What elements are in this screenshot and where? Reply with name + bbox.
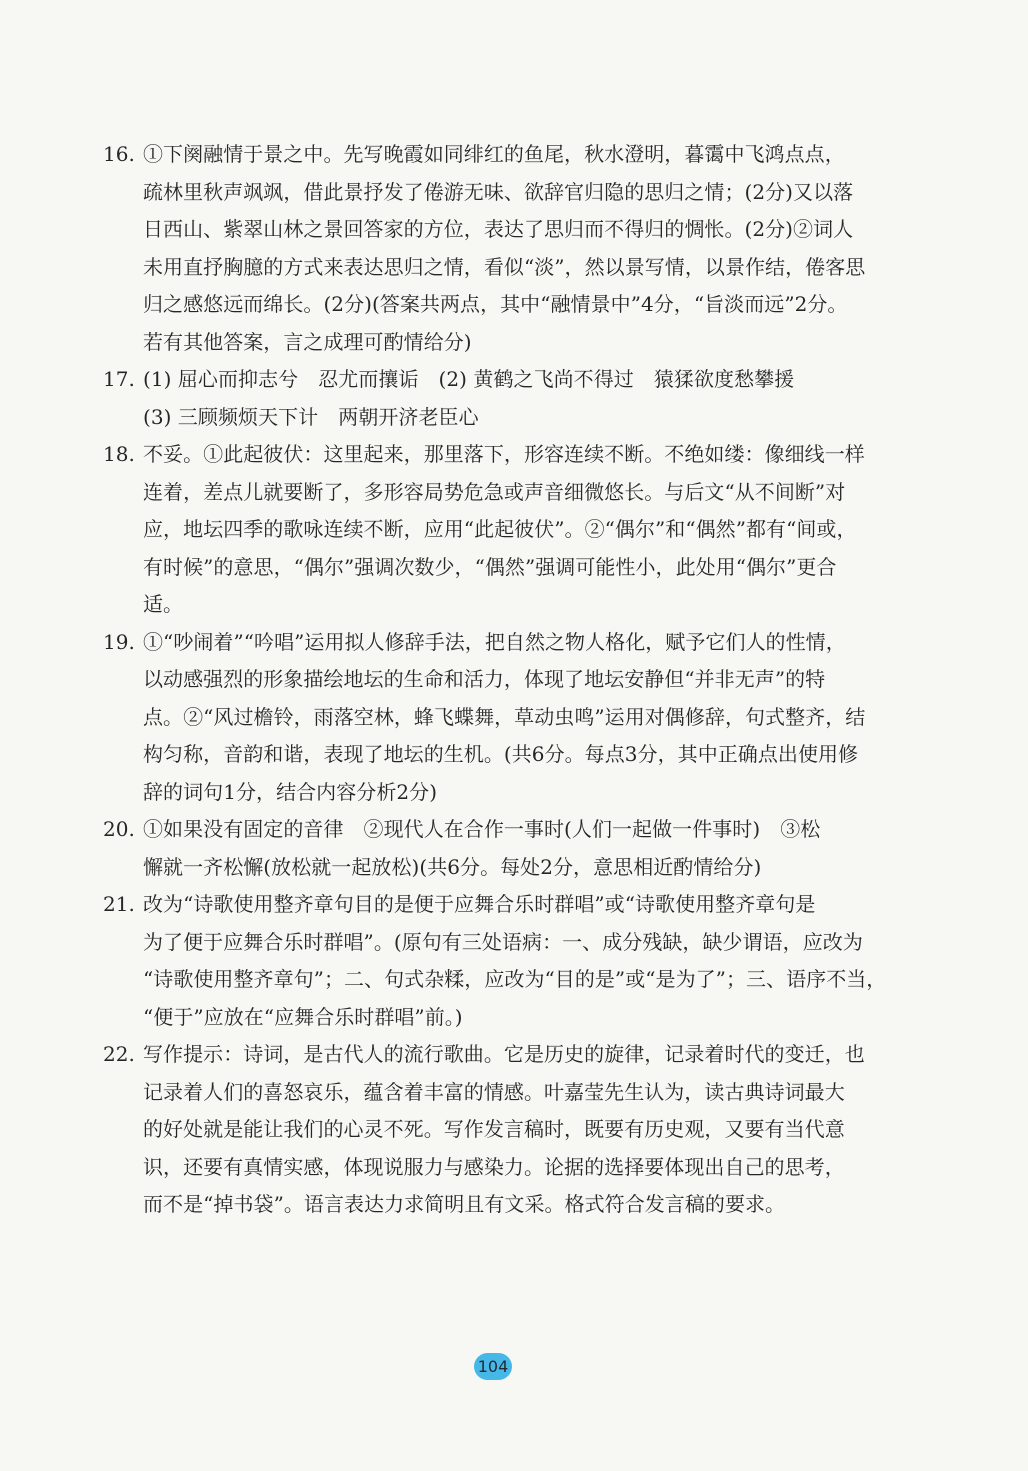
answer-16-line-5: 归之感悠远而绵长。(2分)(答案共两点，其中“融情景中”4分，“旨淡而远”2分。 — [143, 292, 848, 316]
answer-19-line-2: 以动感强烈的形象描绘地坛的生命和活力，体现了地坛安静但“并非无声”的特 — [143, 667, 826, 691]
answer-18-line-2: 连着，差点儿就要断了，多形容局势危急或声音细微悠长。与后文“从不间断”对 — [143, 479, 846, 504]
question-number-17: 17. — [103, 367, 135, 391]
answer-19-line-3: 点。②“风过檐铃，雨落空林，蜂飞蝶舞，草动虫鸣”运用对偶修辞，句式整齐，结 — [143, 704, 866, 729]
answer-18 — [103, 436, 879, 624]
question-number-22: 22. — [103, 1042, 135, 1066]
answer-16-line-6: 若有其他答案，言之成理可酌情给分) — [143, 329, 472, 354]
question-number-18: 18. — [103, 442, 135, 466]
answer-16-line-4: 未用直抒胸臆的方式来表达思归之情，看似“淡”，然以景写情，以景作结，倦客思 — [143, 254, 866, 279]
answer-text-21 — [143, 886, 886, 1036]
answer-20 — [103, 811, 879, 886]
answer-text-22 — [143, 1036, 879, 1224]
question-number-21: 21. — [103, 892, 135, 916]
page-number-badge: 104 — [474, 1353, 512, 1380]
question-number-16: 16. — [103, 142, 135, 166]
answer-text-16 — [143, 136, 879, 361]
answer-21 — [103, 886, 887, 1036]
answer-20-line-2: 懈就一齐松懈(放松就一起放松)(共6分。每处2分，意思相近酌情给分) — [143, 854, 762, 879]
answer-19-line-4: 构匀称，音韵和谐，表现了地坛的生机。(共6分。每点3分，其中正确点出使用修 — [143, 742, 859, 766]
answer-22-line-4: 识，还要有真情实感，体现说服力与感染力。论据的选择要体现出自己的思考， — [143, 1154, 845, 1179]
answer-17 — [103, 361, 879, 436]
question-number-19: 19. — [103, 629, 135, 654]
answer-22-line-2: 记录着人们的喜怒哀乐，蕴含着丰富的情感。叶嘉莹先生认为，读古典诗词最大 — [143, 1079, 845, 1104]
answer-19 — [103, 624, 879, 812]
answer-text-18 — [143, 436, 879, 624]
answer-16-line-3: 日西山、紫翠山林之景回答家的方位，表达了思归而不得归的惆怅。(2分)②词人 — [143, 217, 854, 241]
answer-text-20 — [143, 811, 879, 886]
answer-21-line-4: “便于”应放在“应舞合乐时群唱”前。) — [143, 1004, 463, 1029]
answer-22-line-3: 的好处就是能让我们的心灵不死。写作发言稿时，既要有历史观，又要有当代意 — [143, 1117, 845, 1141]
answer-text-17 — [143, 361, 879, 436]
answer-21-line-1: 改为“诗歌使用整齐章句目的是便于应舞合乐时群唱”或“诗歌使用整齐章句是 — [143, 892, 816, 916]
answer-22-line-5: 而不是“掉书袋”。语言表达力求简明且有文采。格式符合发言稿的要求。 — [143, 1192, 786, 1216]
answer-21-line-2: 为了便于应舞合乐时群唱”。(原句有三处语病：一、成分残缺，缺少谓语，应改为 — [143, 929, 863, 954]
answer-16 — [103, 136, 879, 361]
answer-18-line-1: 不妥。①此起彼伏：这里起来，那里落下，形容连续不断。不绝如缕：像细线一样 — [143, 442, 865, 466]
answer-16-line-2: 疏林里秋声飒飒，借此景抒发了倦游无味、欲辞官归隐的思归之情；(2分)又以落 — [143, 179, 854, 204]
answer-20-line-1: ①如果没有固定的音律 ②现代人在合作一事时(人们一起做一件事时) ③松 — [143, 817, 821, 841]
answer-16-line-1: ①下阕融情于景之中。先写晚霞如同绯红的鱼尾，秋水澄明，暮霭中飞鸿点点， — [143, 142, 845, 166]
answer-18-line-4: 有时候”的意思，“偶尔”强调次数少，“偶然”强调可能性小，此处用“偶尔”更合 — [143, 554, 837, 579]
answer-18-line-3: 应，地坛四季的歌咏连续不断，应用“此起彼伏”。②“偶尔”和“偶然”都有“间或， — [143, 517, 857, 541]
answer-21-line-3: “诗歌使用整齐章句”；二、句式杂糅，应改为“目的是”或“是为了”；三、语序不当， — [143, 967, 887, 991]
answer-22 — [103, 1036, 879, 1224]
answer-text-19 — [143, 624, 879, 812]
question-number-20: 20. — [103, 817, 135, 841]
answer-17-line-2: (3) 三顾频烦天下计 两朝开济老臣心 — [143, 404, 479, 429]
answer-list — [103, 136, 887, 1224]
answer-19-line-1: ①“吵闹着”“吟唱”运用拟人修辞手法，把自然之物人格化，赋予它们人的性情， — [143, 629, 846, 654]
answer-18-line-5: 适。 — [143, 592, 184, 616]
answer-22-line-1: 写作提示：诗词，是古代人的流行歌曲。它是历史的旋律，记录着时代的变迁，也 — [143, 1042, 865, 1066]
answer-17-line-1: (1) 屈心而抑志兮 忍尤而攘诟 (2) 黄鹤之飞尚不得过 猿猱欲度愁攀援 — [143, 367, 795, 391]
answer-19-line-5: 辞的词句1分，结合内容分析2分) — [143, 779, 438, 804]
